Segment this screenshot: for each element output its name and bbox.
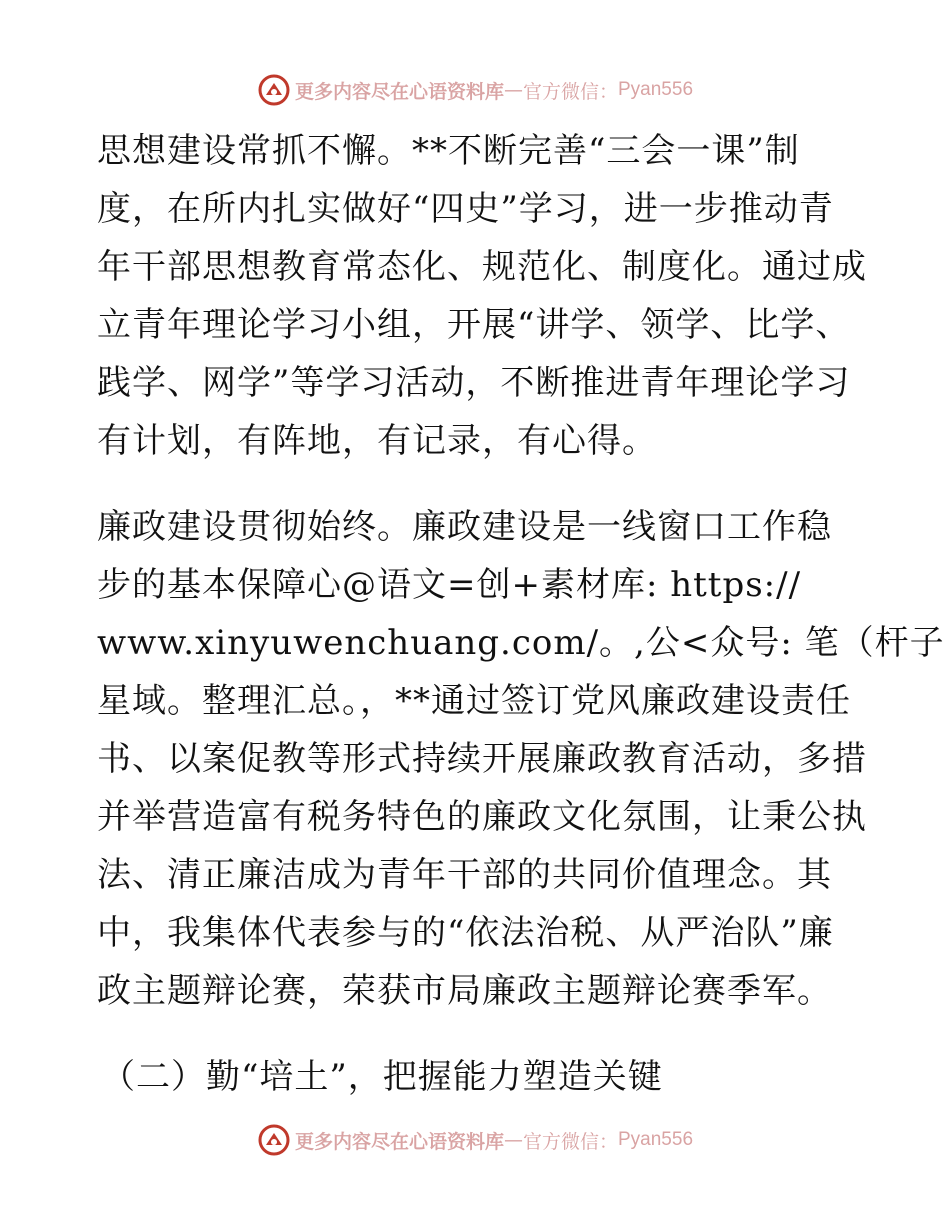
paragraph-line: www.xinyuwenchuang.com/。,公<众号: 笔（杆子 xyxy=(97,623,945,663)
paragraph-line: 有计划，有阵地，有记录，有心得。 xyxy=(97,421,657,461)
paragraph-line: 步的基本保障心@语文=创+素材库: https:// xyxy=(97,565,802,605)
banner-dash: — xyxy=(503,79,523,101)
banner-wechat-label: 官方微信： xyxy=(522,80,618,103)
banner-wechat-label: 官方微信： xyxy=(522,1130,618,1153)
footer-watermark-banner xyxy=(0,1120,950,1160)
xinyu-logo-icon xyxy=(257,73,291,107)
banner-wechat-id: Pyan556 xyxy=(618,1129,694,1150)
paragraph-line: 政主题辩论赛，荣获市局廉政主题辩论赛季军。 xyxy=(97,971,832,1011)
paragraph-ideological-building xyxy=(97,122,867,470)
banner-text: 更多内容尽在心语资料库 xyxy=(294,1130,504,1153)
banner-wechat-id: Pyan556 xyxy=(618,79,694,100)
paragraph-line: 廉政建设贯彻始终。廉政建设是一线窗口工作稳 xyxy=(97,507,832,547)
banner-text: 更多内容尽在心语资料库 xyxy=(294,80,504,103)
header-watermark-banner xyxy=(0,70,950,110)
paragraph-line: 并举营造富有税务特色的廉政文化氛围，让秉公执 xyxy=(97,797,867,837)
paragraph-line: 年干部思想教育常态化、规范化、制度化。通过成 xyxy=(97,247,867,287)
paragraph-line: 思想建设常抓不懈。**不断完善“三会一课”制 xyxy=(97,131,800,171)
paragraph-line: 法、清正廉洁成为青年干部的共同价值理念。其 xyxy=(97,855,832,895)
document-body xyxy=(97,122,945,1106)
paragraph-gap xyxy=(97,470,857,498)
paragraph-line: 度，在所内扎实做好“四史”学习，进一步推动青 xyxy=(97,189,834,229)
paragraph-line: 践学、网学”等学习活动，不断推进青年理论学习 xyxy=(97,363,851,403)
paragraph-line: 中，我集体代表参与的“依法治税、从严治队”廉 xyxy=(97,913,834,953)
paragraph-line: 书、以案促教等形式持续开展廉政教育活动，多措 xyxy=(97,739,867,779)
paragraph-gap xyxy=(97,1020,857,1048)
paragraph-line: 星域。整理汇总。，**通过签订党风廉政建设责任 xyxy=(97,681,851,721)
paragraph-integrity-building xyxy=(97,498,945,1020)
xinyu-logo-icon xyxy=(257,1123,291,1157)
section-heading: （二）勤“培土”，把握能力塑造关键 xyxy=(101,1057,663,1097)
banner-dash: — xyxy=(503,1129,523,1151)
paragraph-line: 立青年理论学习小组，开展“讲学、领学、比学、 xyxy=(97,305,851,345)
